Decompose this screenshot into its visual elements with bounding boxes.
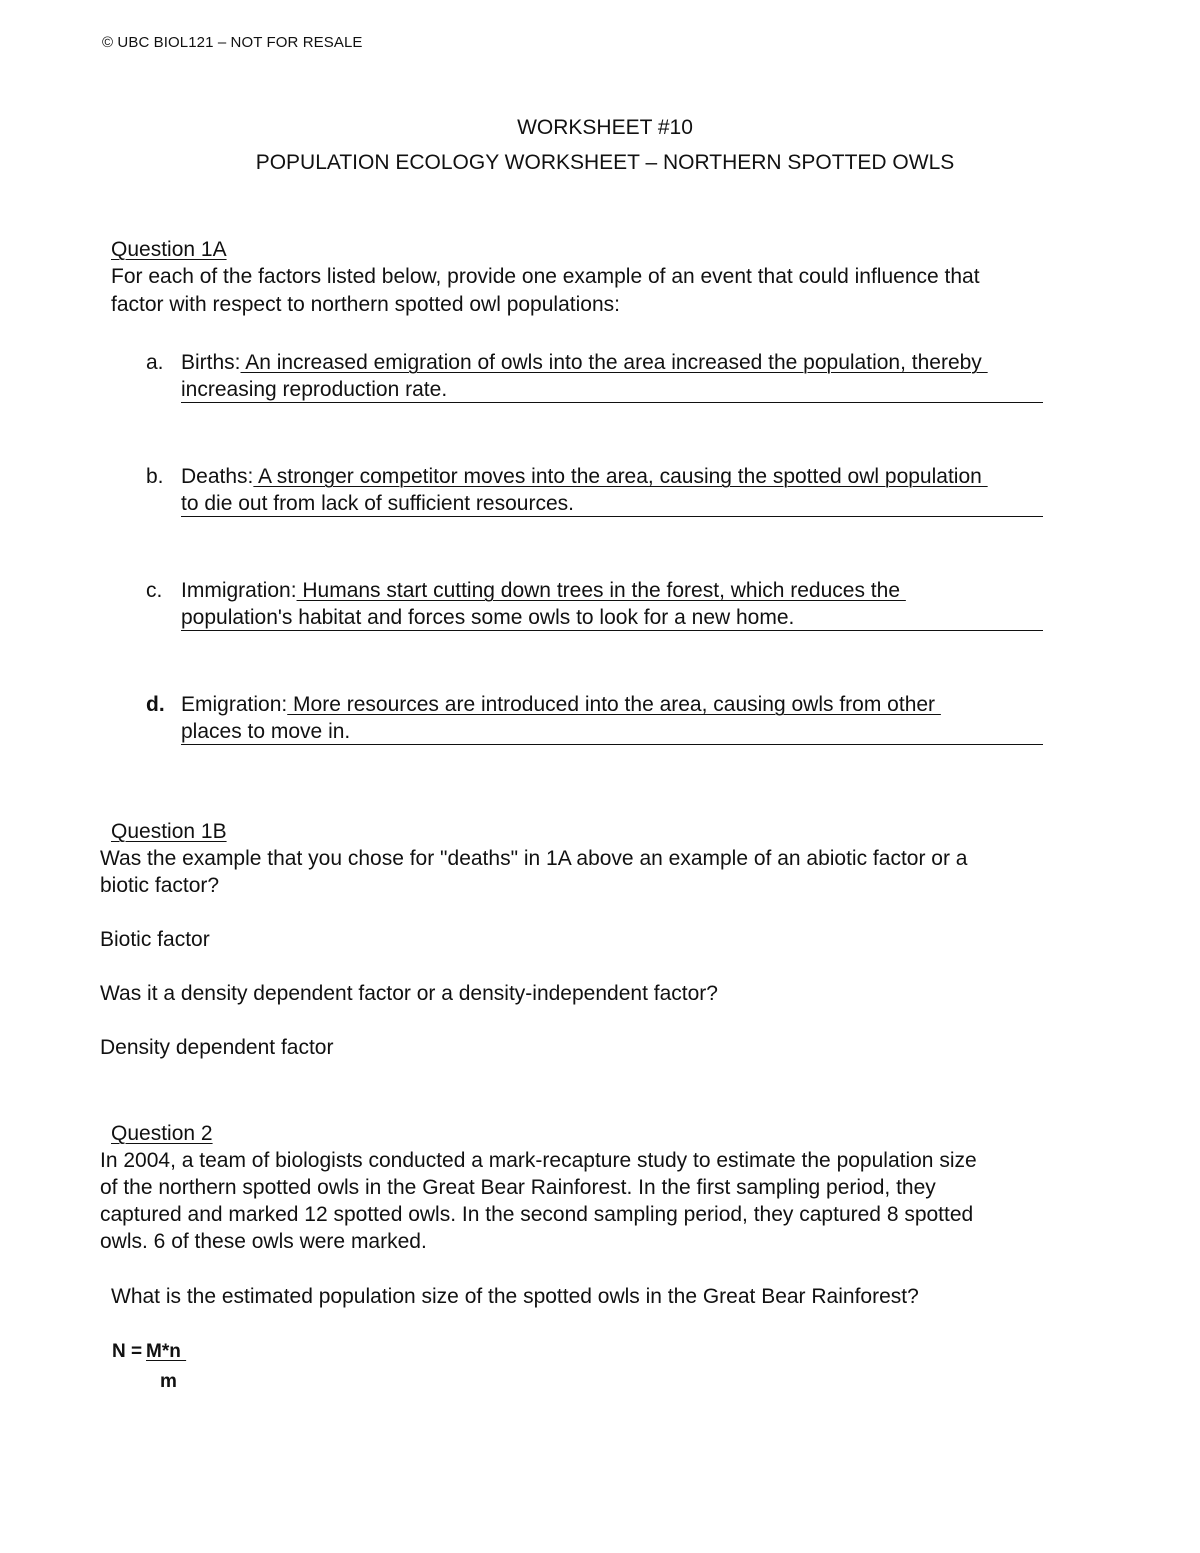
question-2-question: What is the estimated population size of the spotted owls in the Great Bear Rainforest?: [111, 1285, 919, 1308]
item-d-answer-row-2: [181, 718, 1043, 745]
formula-lhs: N =: [112, 1341, 148, 1362]
question-1b-answer-2: Density dependent factor: [100, 1036, 334, 1059]
item-b-row: [181, 463, 988, 490]
item-a-answer-row-2: [181, 376, 1043, 403]
question-2-body-line-3: captured and marked 12 spotted owls. In the second sampling period, they captured 8 spotted: [100, 1203, 974, 1226]
item-b-answer-row-2: [181, 490, 1043, 517]
item-a-answer-line-2: increasing reproduction rate.: [181, 377, 1043, 403]
question-1a-heading: Question 1A: [111, 238, 227, 261]
question-1b-prompt-line-2: biotic factor?: [100, 874, 220, 897]
question-2-heading: Question 2: [111, 1122, 213, 1145]
item-c-answer-line-1: Humans start cutting down trees in the forest, which reduces the: [296, 579, 906, 602]
item-b-letter: b.: [146, 465, 164, 488]
question-2-body-line-2: of the northern spotted owls in the Great Bear Rainforest. In the first sampling period, they: [100, 1176, 936, 1199]
worksheet-title: POPULATION ECOLOGY WORKSHEET – NORTHERN SPOTTED OWLS: [255, 151, 955, 174]
item-d-answer-line-1: More resources are introduced into the area, causing owls from other: [287, 693, 941, 716]
question-1b-prompt-line-1: Was the example that you chose for "deaths" in 1A above an example of an abiotic factor or a: [100, 847, 968, 870]
formula-numerator: M*n: [146, 1341, 187, 1362]
item-a-label: Births:: [181, 351, 241, 374]
item-b-label: Deaths:: [181, 465, 254, 488]
question-1a-prompt-line-1: For each of the factors listed below, provide one example of an event that could influence that: [111, 265, 980, 288]
question-1b-answer-1: Biotic factor: [100, 928, 210, 951]
question-2-body-line-4: owls. 6 of these owls were marked.: [100, 1230, 427, 1253]
item-d-letter: d.: [146, 693, 165, 716]
item-b-answer-line-2: to die out from lack of sufficient resources.: [181, 491, 1043, 517]
item-c-label: Immigration:: [181, 579, 297, 602]
item-a-answer-line-1: An increased emigration of owls into the area increased the population, thereby: [240, 351, 988, 374]
item-a-row: [181, 349, 988, 376]
worksheet-number: WORKSHEET #10: [517, 116, 693, 139]
question-2-body-line-1: In 2004, a team of biologists conducted a mark-recapture study to estimate the population size: [100, 1149, 977, 1172]
item-a-letter: a.: [146, 351, 164, 374]
item-b-answer-line-1: A stronger competitor moves into the area, causing the spotted owl population: [253, 465, 988, 488]
item-c-answer-row-2: [181, 604, 1043, 631]
item-c-letter: c.: [146, 579, 163, 602]
item-c-answer-line-2: population's habitat and forces some owls to look for a new home.: [181, 605, 1043, 631]
question-1b-heading: Question 1B: [111, 820, 227, 843]
item-d-row: [181, 691, 941, 718]
item-c-row: [181, 577, 906, 604]
formula-denominator: m: [160, 1371, 177, 1392]
question-1a-prompt-line-2: factor with respect to northern spotted owl populations:: [111, 293, 620, 316]
copyright-notice: © UBC BIOL121 – NOT FOR RESALE: [102, 34, 363, 51]
item-d-label: Emigration:: [181, 693, 288, 716]
question-1b-prompt-2: Was it a density dependent factor or a density-independent factor?: [100, 982, 718, 1005]
item-d-answer-line-2: places to move in.: [181, 719, 1043, 745]
